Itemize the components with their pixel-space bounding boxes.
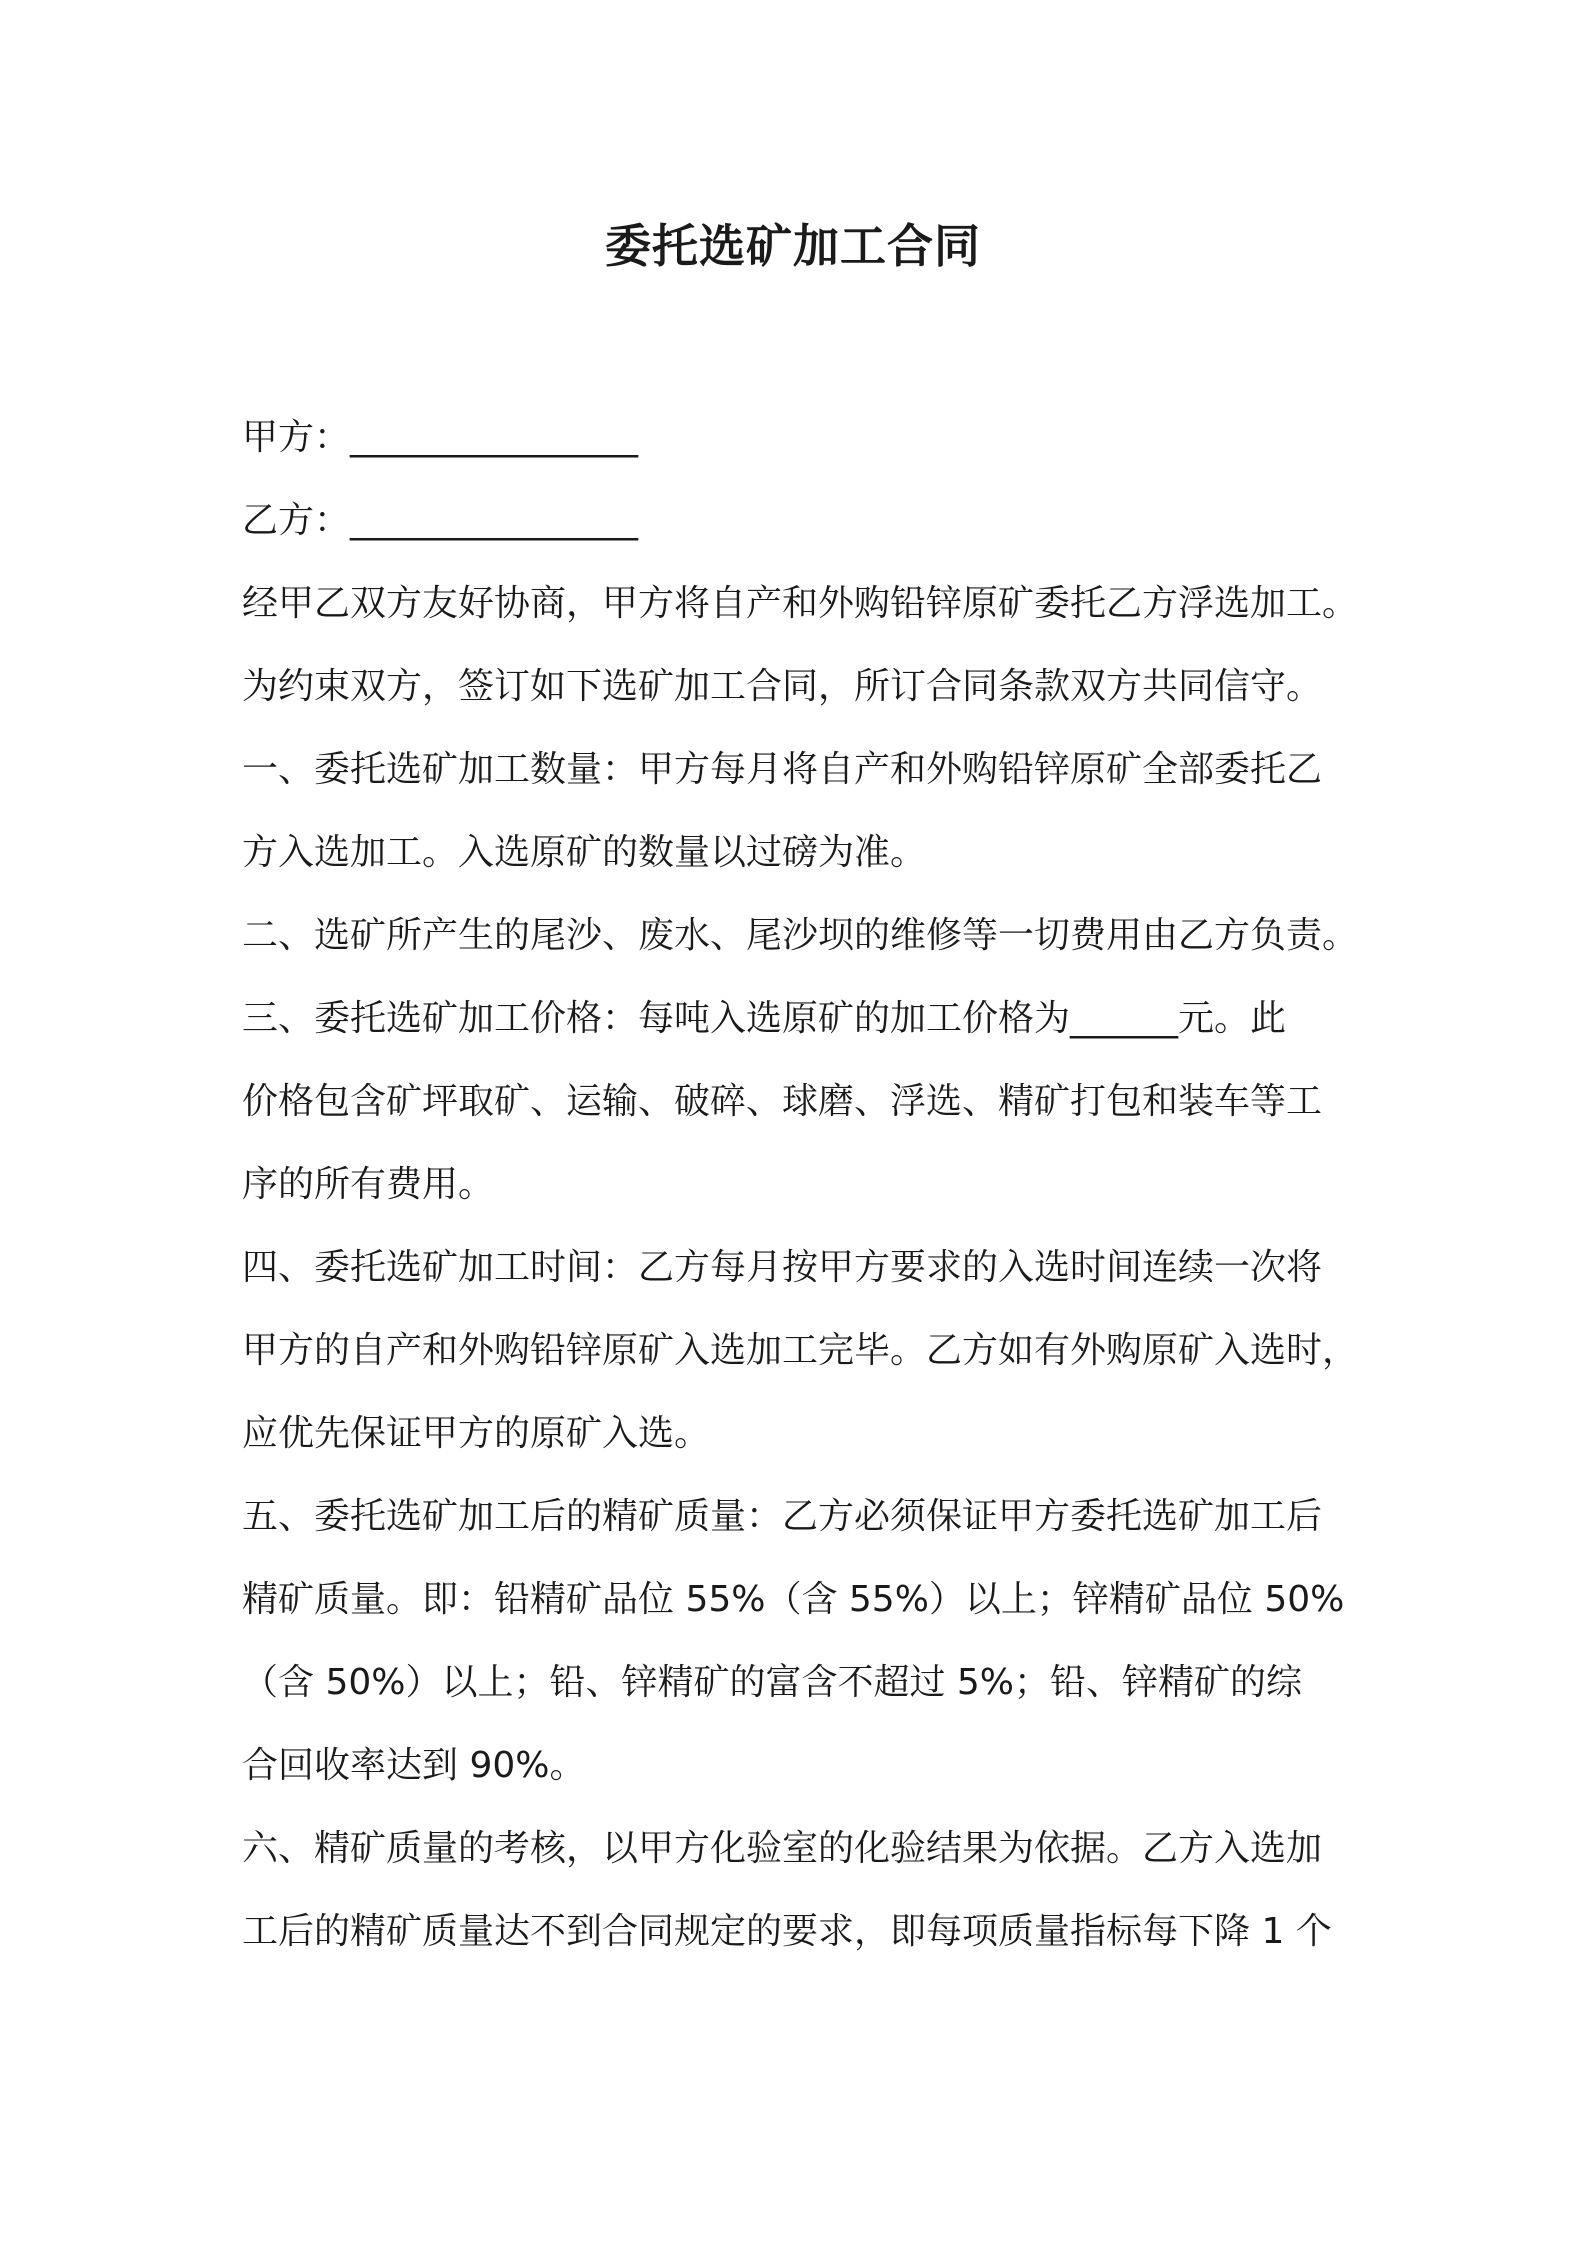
party-a-line: 甲方：________________ <box>242 417 639 458</box>
paragraph-line: 三、委托选矿加工价格：每吨入选原矿的加工价格为______元。此 <box>242 998 1287 1039</box>
paragraph-line: 工后的精矿质量达不到合同规定的要求，即每项质量指标每下降 1 个 <box>242 1911 1332 1952</box>
paragraph-line: 为约束双方，签订如下选矿加工合同，所订合同条款双方共同信守。 <box>242 666 1323 707</box>
paragraph-line: （含 50%）以上；铅、锌精矿的富含不超过 5%；铅、锌精矿的综 <box>242 1662 1303 1703</box>
paragraph-line: 五、委托选矿加工后的精矿质量：乙方必须保证甲方委托选矿加工后 <box>242 1496 1323 1537</box>
paragraph-line: 价格包含矿坪取矿、运输、破碎、球磨、浮选、精矿打包和装车等工 <box>242 1081 1323 1122</box>
paragraph-line: 六、精矿质量的考核，以甲方化验室的化验结果为依据。乙方入选加 <box>242 1828 1323 1869</box>
paragraph-line: 应优先保证甲方的原矿入选。 <box>242 1413 711 1454</box>
document-title: 委托选矿加工合同 <box>605 219 981 273</box>
paragraph-line: 方入选加工。入选原矿的数量以过磅为准。 <box>242 832 927 873</box>
party-b-line: 乙方：________________ <box>242 500 639 541</box>
paragraph-line: 精矿质量。即：铅精矿品位 55%（含 55%）以上；锌精矿品位 50% <box>242 1579 1345 1620</box>
paragraph-line: 序的所有费用。 <box>242 1164 495 1205</box>
paragraph-line: 甲方的自产和外购铅锌原矿入选加工完毕。乙方如有外购原矿入选时， <box>242 1330 1359 1371</box>
paragraph-line: 经甲乙双方友好协商，甲方将自产和外购铅锌原矿委托乙方浮选加工。 <box>242 583 1359 624</box>
paragraph-line: 合回收率达到 90%。 <box>242 1745 586 1786</box>
paragraph-line: 四、委托选矿加工时间：乙方每月按甲方要求的入选时间连续一次将 <box>242 1247 1323 1288</box>
paragraph-line: 一、委托选矿加工数量：甲方每月将自产和外购铅锌原矿全部委托乙 <box>242 749 1323 790</box>
paragraph-line: 二、选矿所产生的尾沙、废水、尾沙坝的维修等一切费用由乙方负责。 <box>242 915 1359 956</box>
